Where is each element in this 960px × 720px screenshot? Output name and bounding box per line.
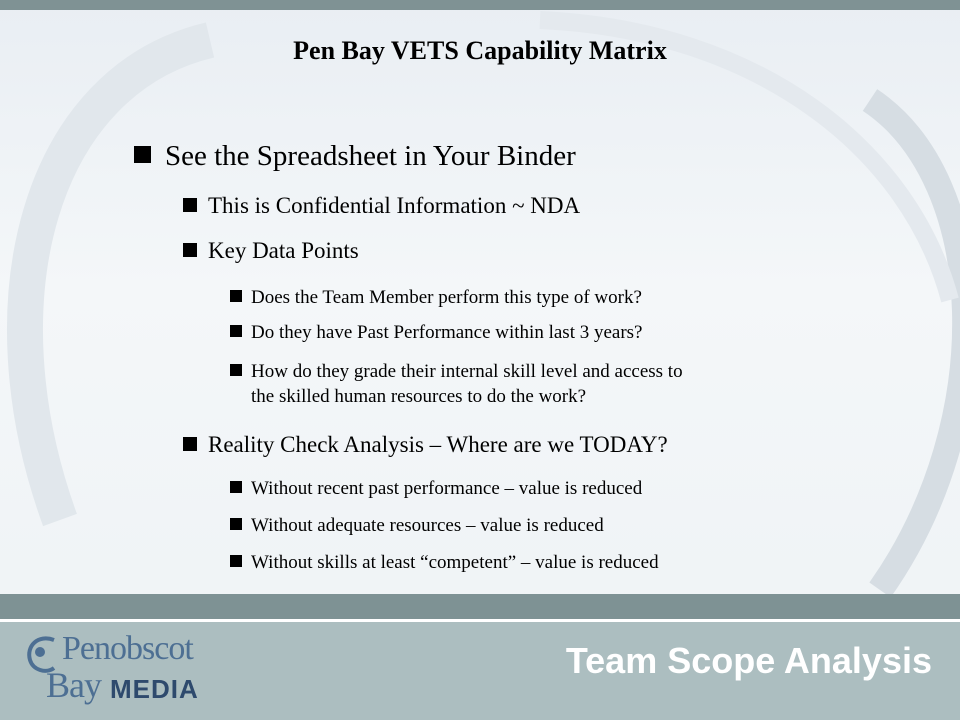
- bullet-level3: [230, 359, 683, 409]
- bullet-level2: [183, 193, 580, 219]
- square-bullet-icon: [230, 290, 242, 302]
- slide-title: Pen Bay VETS Capability Matrix: [293, 36, 667, 65]
- bullet-level3: [230, 320, 643, 345]
- bullet-level3: [230, 285, 642, 310]
- bullet-text: Without adequate resources – value is reduced: [251, 515, 604, 536]
- square-bullet-icon: [230, 518, 242, 530]
- bullet-level3: [230, 476, 642, 501]
- bullet-text: Key Data Points: [208, 238, 359, 263]
- logo-text-bay: Bay: [46, 665, 101, 705]
- bullet-text: Without skills at least “competent” – value is reduced: [251, 552, 659, 573]
- logo-text-penobscot: Penobscot: [62, 630, 193, 667]
- bullet-text: See the Spreadsheet in Your Binder: [165, 140, 576, 172]
- square-bullet-icon: [230, 364, 242, 376]
- bullet-text: Reality Check Analysis – Where are we TODAY?: [208, 432, 668, 457]
- bullet-level2: [183, 432, 668, 458]
- bullet-text-line: How do they grade their internal skill level and access to: [251, 361, 683, 382]
- footer-title: Team Scope Analysis: [565, 640, 932, 681]
- bullet-text: Without recent past performance – value is reduced: [251, 478, 643, 499]
- logo-text-media: MEDIA: [110, 674, 199, 704]
- square-bullet-icon: [230, 325, 242, 337]
- bullet-text: Do they have Past Performance within last 3 years?: [251, 322, 643, 343]
- square-bullet-icon: [183, 243, 197, 257]
- bullet-level2: [183, 238, 359, 264]
- bullet-level1: [134, 140, 576, 173]
- bullet-text-line: the skilled human resources to do the work?: [251, 386, 587, 407]
- bullet-level3: [230, 550, 659, 575]
- square-bullet-icon: [183, 198, 197, 212]
- square-bullet-icon: [134, 146, 151, 163]
- square-bullet-icon: [230, 481, 242, 493]
- square-bullet-icon: [230, 555, 242, 567]
- bullet-level3: [230, 513, 604, 538]
- bullet-text: This is Confidential Information ~ NDA: [208, 193, 581, 218]
- square-bullet-icon: [183, 437, 197, 451]
- bullet-text: Does the Team Member perform this type of work?: [251, 287, 642, 308]
- bullet-text: [251, 359, 683, 409]
- penobscot-bay-media-logo: [24, 628, 234, 708]
